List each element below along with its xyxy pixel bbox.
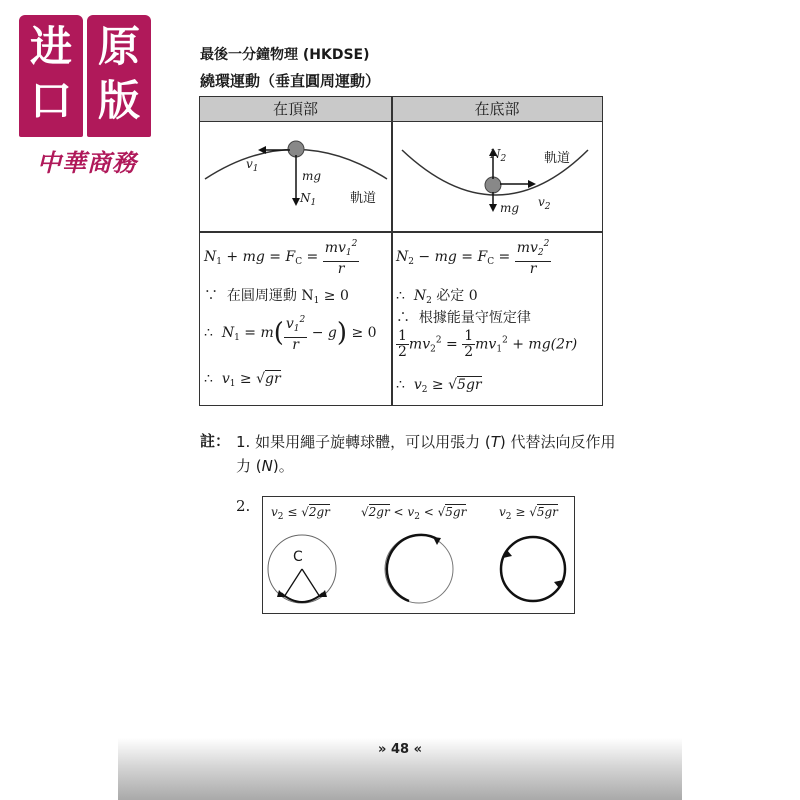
top-track-label: 軌道	[350, 191, 377, 206]
case2-arrowhead	[433, 537, 441, 545]
logo-char-1: 进	[29, 22, 72, 71]
case1-oscillation-arc	[281, 593, 323, 602]
condition-2: $√2gr < v_2 < √5gr$	[361, 505, 467, 522]
case1-arrow-right	[319, 590, 327, 597]
left-eq-line4: ∴ $v_1 \ge √gr$	[204, 371, 281, 389]
logo-char-2: 原	[97, 22, 140, 71]
left-eq-line1: $N_1$ + mg = $F_C$ = $\frac{mv_1^2}{r}$	[204, 239, 358, 277]
top-v-label: $v_1$	[246, 157, 259, 174]
section-title: 繞環運動（垂直圓周運動）	[200, 72, 381, 90]
circle-cases-box	[262, 496, 575, 614]
header-bottom: 在底部	[392, 97, 602, 122]
right-eq-line2: ∴ $N_2$ 必定 0	[396, 288, 478, 306]
left-eq-line3: ∴ $N_1 = m$( $\frac{v_1^2}{r}$ − g) ≥ 0	[204, 315, 377, 353]
book-title: 最後一分鐘物理 (HKDSE)	[200, 47, 370, 63]
left-eq-line2: ∵ 在圓周運動 $N_1 \ge 0$	[204, 288, 349, 306]
bottom-track-label: 軌道	[544, 151, 571, 166]
mg-arrowhead-top	[292, 198, 300, 206]
top-ball	[288, 141, 304, 157]
top-mg-label: mg	[302, 169, 322, 183]
top-diagram	[200, 122, 391, 230]
case1-arrow-left	[277, 590, 285, 597]
bottom-n-label: $N_2$	[490, 147, 507, 164]
logo-char-3: 口	[29, 76, 72, 125]
bottom-mg-label: mg	[500, 201, 520, 215]
right-eq-line4: $\frac{1}{2}$ $mv_2^2$ = $\frac{1}{2}$ $mv_1^2 + mg(2r)$	[398, 328, 578, 360]
top-n-label: $N_1$	[300, 191, 317, 208]
bottom-diagram	[392, 122, 602, 230]
note-item-2-number: 2.	[236, 497, 251, 515]
right-eq-line1: $N_2$ − mg = $F_C$ = $\frac{mv_2^2}{r}$	[396, 239, 550, 277]
condition-1: $v_2 \le √2gr$	[271, 505, 330, 522]
center-label: C	[293, 549, 303, 565]
motion-table	[199, 96, 603, 406]
publisher-logo	[15, 15, 155, 185]
table-row-divider	[200, 231, 602, 233]
logo-char-4: 版	[97, 76, 140, 125]
case1-radius-right	[302, 569, 320, 597]
mg-arrowhead-bottom	[489, 204, 497, 212]
page-number: » 48 «	[378, 742, 422, 757]
right-eq-line5: ∴ $v_2 \ge √5gr$	[396, 377, 482, 395]
bottom-v-label: $v_2$	[538, 195, 551, 212]
logo-publisher-name: 中華商務	[37, 148, 137, 177]
case3-full-circle	[501, 537, 565, 601]
circle-cases-drawing	[263, 527, 573, 613]
note-label: 註：	[200, 432, 231, 450]
note-item-1: 1. 如果用繩子旋轉球體，可以用張力 (T) 代替法向反作用力 (N)。	[236, 433, 616, 475]
bottom-ball	[485, 177, 501, 193]
condition-3: $v_2 \ge √5gr$	[499, 505, 558, 522]
header-top: 在頂部	[200, 97, 391, 122]
case1-radius-left	[284, 569, 302, 597]
right-eq-line3: ∴ 根據能量守恆定律	[396, 310, 531, 326]
